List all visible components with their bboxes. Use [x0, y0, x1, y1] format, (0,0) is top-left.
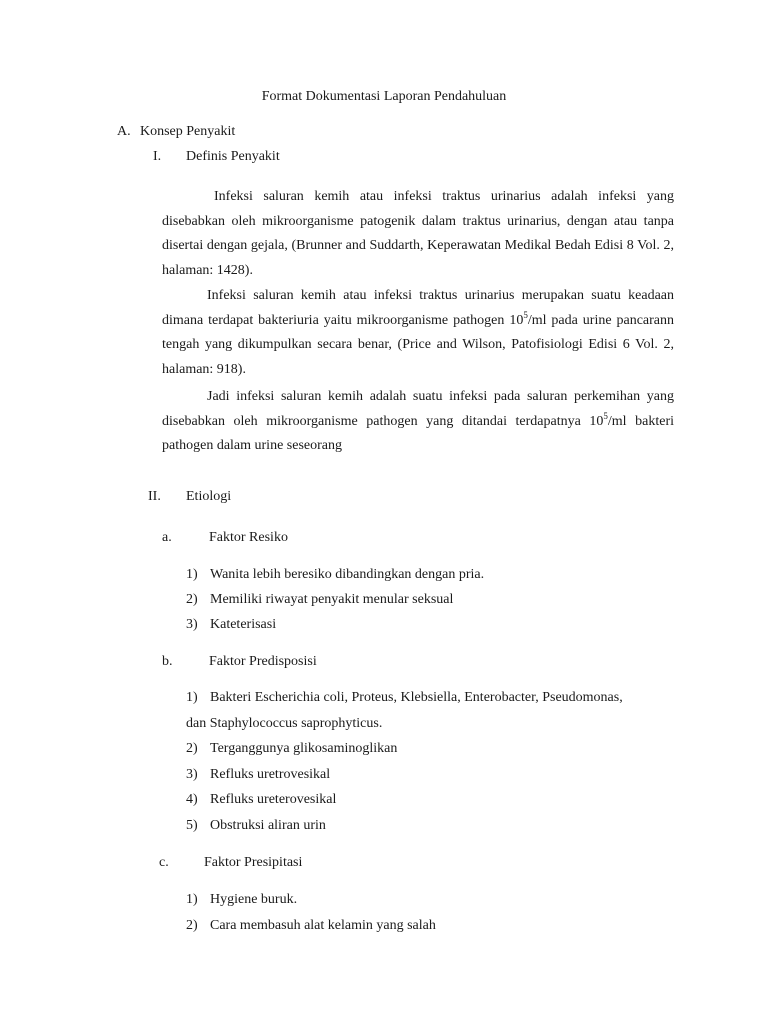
- definition-text-2b: /ml pada urine pancarann tengah yang dikumpulkan secara benar, (Price and Wilson, Patofisiologi Edisi 6 Vol. 2, halaman: 918).: [162, 312, 674, 377]
- definition-sup-2: 5: [523, 309, 528, 320]
- list-item-number: 3): [186, 767, 198, 782]
- list-item: [186, 892, 297, 908]
- list-item: [186, 767, 330, 783]
- definition-text-2a: Infeksi saluran kemih atau infeksi traktus urinarius merupakan suatu keadaan dimana terdapat bakteriuria yaitu mikroorganisme pathogen 10: [162, 288, 674, 328]
- section-2-marker: II.: [148, 489, 161, 504]
- definition-sup-3: 5: [603, 410, 608, 421]
- list-item: [186, 617, 276, 633]
- definition-text-3a: Jadi infeksi saluran kemih adalah suatu infeksi pada saluran perkemihan yang disebabkan oleh mikroorganisme pathogen yang ditandai terdapatnya 10: [162, 389, 674, 429]
- sub-b-marker: b.: [162, 654, 173, 669]
- list-item: [186, 792, 336, 808]
- list-item-text: Kateterisasi: [210, 617, 277, 632]
- list-item: [186, 567, 484, 583]
- list-item-text: Wanita lebih beresiko dibandingkan dengan pria.: [210, 567, 485, 582]
- list-item: [186, 592, 453, 608]
- sub-c-marker: c.: [159, 855, 169, 870]
- list-item-text: Refluks ureterovesikal: [210, 792, 337, 807]
- definition-text-3b: /ml bakteri pathogen dalam urine seseorang: [162, 413, 674, 453]
- list-item-text: Refluks uretrovesikal: [210, 767, 331, 782]
- list-item-number: 2): [186, 918, 198, 933]
- list-item-number: 1): [186, 567, 198, 582]
- list-item-number: 1): [186, 690, 198, 705]
- list-item-continuation: dan Staphylococcus saprophyticus.: [186, 716, 383, 731]
- list-item-text: Cara membasuh alat kelamin yang salah: [210, 918, 436, 933]
- sub-b-heading: Faktor Predisposisi: [209, 654, 317, 669]
- list-item: [186, 918, 436, 934]
- definition-text-1: Infeksi saluran kemih atau infeksi traktus urinarius adalah infeksi yang disebabkan oleh mikroorganisme patogenik dalam traktus urinarius, dengan atau tanpa disertai dengan gejala, (Brunner and Suddarth, Keperawatan Medikal Bedah Edisi 8 Vol. 2, halaman: 1428).: [162, 189, 674, 278]
- definition-paragraph-2: [162, 284, 674, 382]
- list-item-number: 1): [186, 892, 198, 907]
- section-2-heading: Etiologi: [186, 489, 232, 504]
- list-item-text: Bakteri Escherichia coli, Proteus, Klebsiella, Enterobacter, Pseudomonas,: [210, 690, 623, 705]
- sub-c-heading: Faktor Presipitasi: [204, 855, 303, 870]
- list-item-text: Hygiene buruk.: [210, 892, 298, 907]
- list-item: [186, 741, 397, 757]
- list-item-number: 4): [186, 792, 198, 807]
- list-item-number: 2): [186, 741, 198, 756]
- section-a-marker: A.: [117, 124, 131, 139]
- list-item-number: 5): [186, 818, 198, 833]
- list-item: [186, 690, 623, 706]
- list-item-text: Terganggunya glikosaminoglikan: [210, 741, 398, 756]
- page-title: Format Dokumentasi Laporan Pendahuluan: [261, 89, 507, 104]
- section-1-heading: Definis Penyakit: [186, 149, 280, 164]
- list-item-text: Obstruksi aliran urin: [210, 818, 326, 833]
- section-1-marker: I.: [153, 149, 162, 164]
- sub-a-heading: Faktor Resiko: [209, 530, 288, 545]
- list-item-number: 3): [186, 617, 198, 632]
- definition-paragraph-1: [162, 185, 674, 283]
- list-item: [186, 818, 326, 834]
- section-a-heading: Konsep Penyakit: [140, 124, 236, 139]
- definition-paragraph-3: [162, 385, 674, 459]
- list-item-text: Memiliki riwayat penyakit menular seksual: [210, 592, 454, 607]
- list-item-number: 2): [186, 592, 198, 607]
- sub-a-marker: a.: [162, 530, 172, 545]
